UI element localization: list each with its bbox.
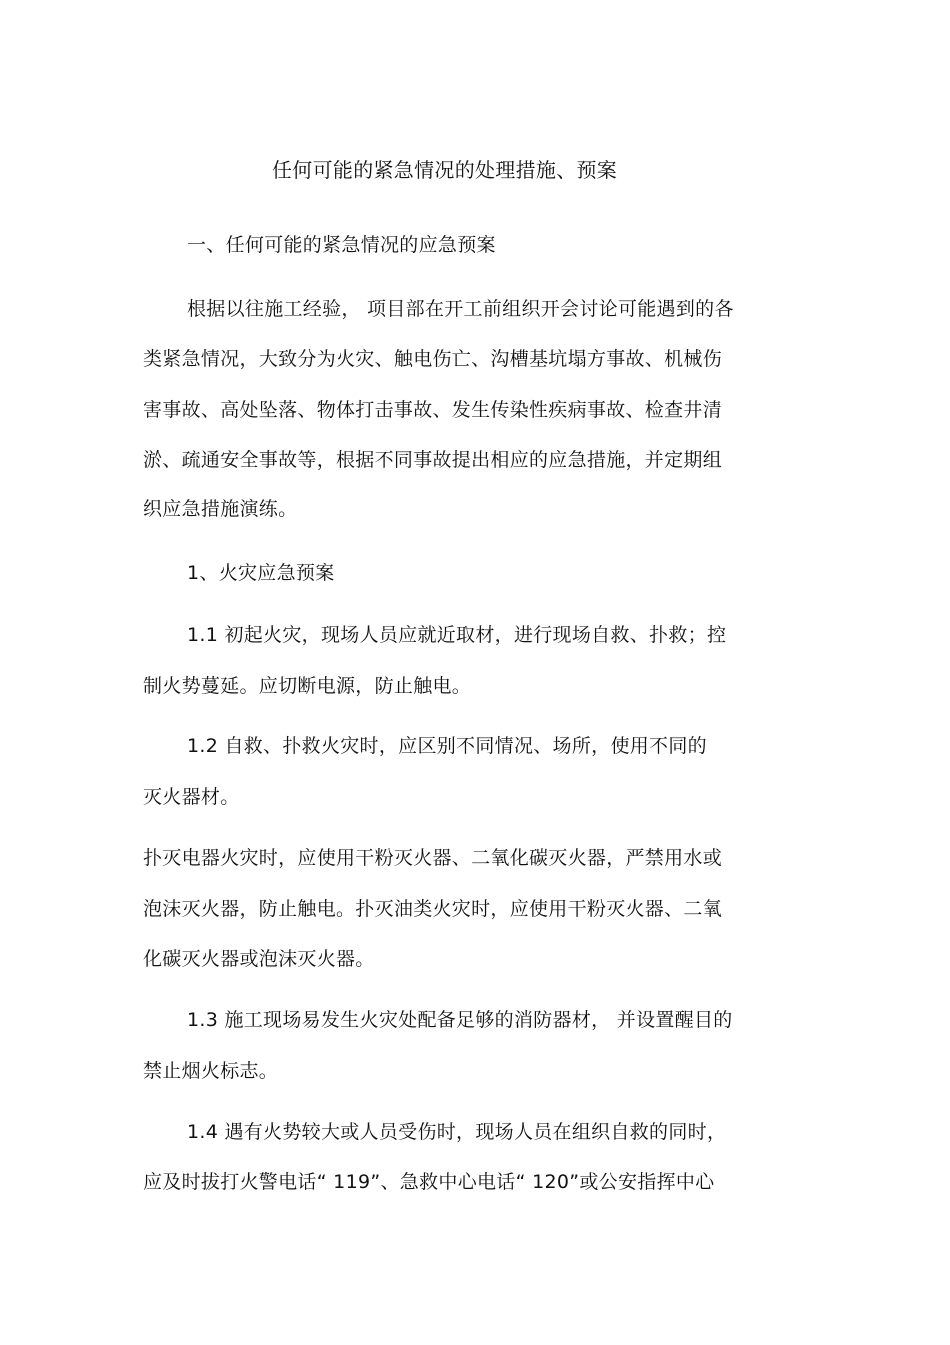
- item-1-2-line-1: 1.2 自救、扑救火灾时，应区别不同情况、场所，使用不同的: [187, 735, 707, 757]
- item-1-1-line-2: 制火势蔓延。应切断电源，防止触电。: [143, 675, 472, 697]
- item-1-2-line-2: 灭火器材。: [143, 786, 240, 808]
- item-1-4-line-2: 应及时拔打火警电话“ 119”、急救中心电话“ 120”或公安指挥中心: [143, 1171, 715, 1193]
- sub-heading-fire: 1、火灾应急预案: [187, 562, 335, 584]
- intro-line-5: 织应急措施演练。: [143, 498, 298, 520]
- item-1-3-line-1: 1.3 施工现场易发生火灾处配备足够的消防器材， 并设置醒目的: [187, 1009, 733, 1031]
- item-1-3-line-2: 禁止烟火标志。: [143, 1060, 279, 1082]
- intro-line-1: 根据以往施工经验， 项目部在开工前组织开会讨论可能遇到的各: [187, 298, 734, 320]
- item-1-1-line-1: 1.1 初起火灾，现场人员应就近取材，进行现场自救、扑救；控: [187, 624, 727, 646]
- intro-line-4: 淤、疏通安全事故等，根据不同事故提出相应的应急措施，并定期组: [143, 449, 723, 471]
- item-1-4-line-1: 1.4 遇有火势较大或人员受伤时，现场人员在组织自救的同时，: [187, 1121, 727, 1143]
- section-heading: 一、任何可能的紧急情况的应急预案: [187, 234, 496, 256]
- item-1-2-detail-line-3: 化碳灭火器或泡沫灭火器。: [143, 948, 375, 970]
- item-1-2-detail-line-1: 扑灭电器火灾时，应使用干粉灭火器、二氧化碳灭火器，严禁用水或: [143, 847, 723, 869]
- intro-line-3: 害事故、高处坠落、物体打击事故、发生传染性疾病事故、检查井清: [143, 399, 723, 421]
- intro-line-2: 类紧急情况，大致分为火灾、触电伤亡、沟槽基坑塌方事故、机械伤: [143, 348, 723, 370]
- item-1-2-detail-line-2: 泡沫灭火器，防止触电。扑灭油类火灾时，应使用干粉灭火器、二氧: [143, 898, 723, 920]
- document-title: 任何可能的紧急情况的处理措施、预案: [272, 158, 618, 182]
